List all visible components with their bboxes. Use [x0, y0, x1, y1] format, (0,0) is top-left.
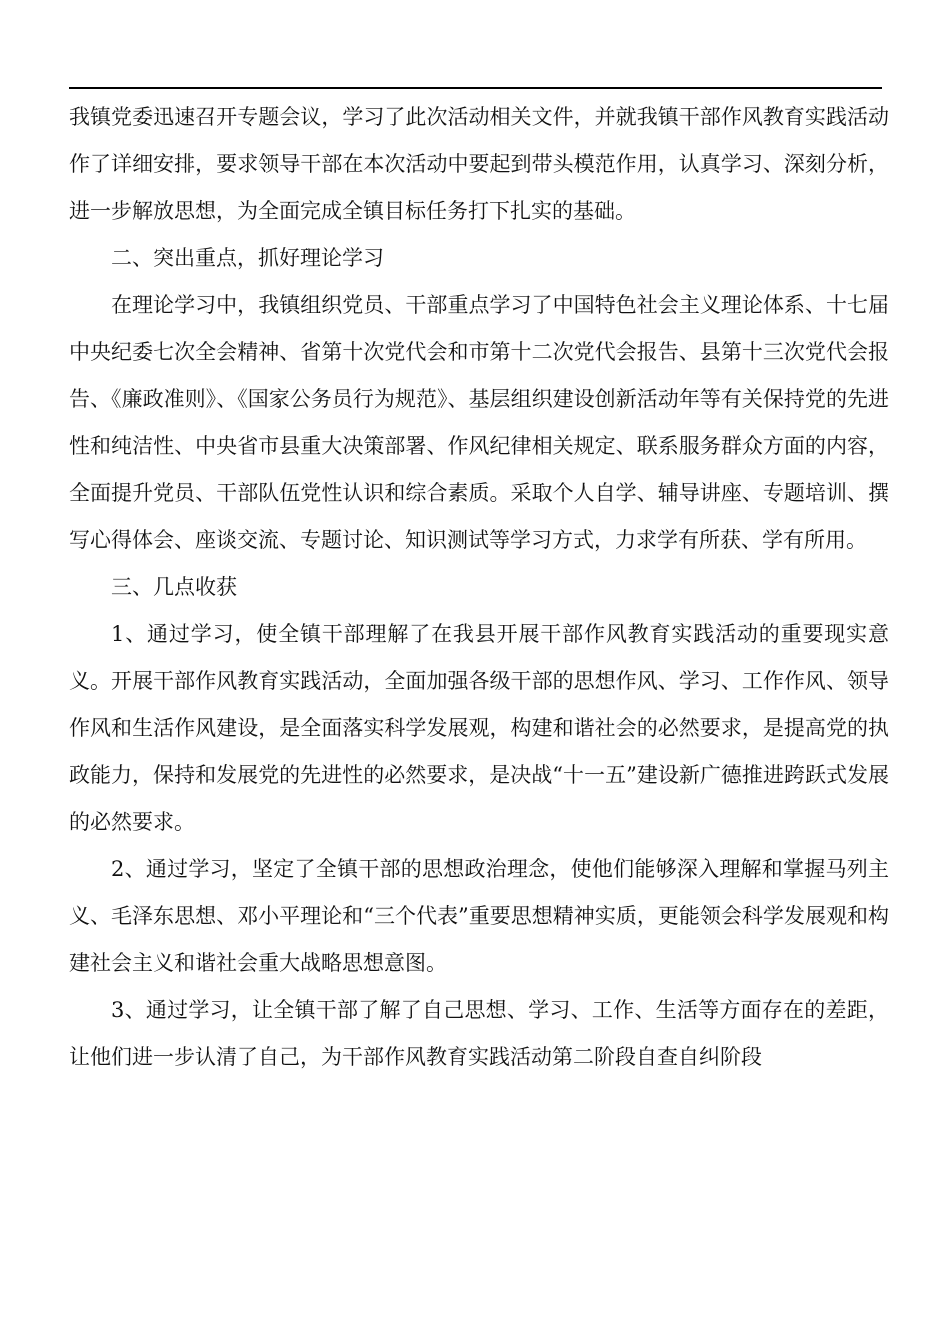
body-paragraph: 3、通过学习，让全镇干部了解了自己思想、学习、工作、生活等方面存在的差距，让他们进一步认清了自己，为干部作风教育实践活动第二阶段自查自纠阶段 — [69, 998, 889, 1069]
document-body — [69, 94, 889, 1081]
body-paragraph: 2、通过学习，坚定了全镇干部的思想政治理念，使他们能够深入理解和掌握马列主义、毛泽东思想、邓小平理论和“三个代表”重要思想精神实质，更能领会科学发展观和构建社会主义和谐社会重大战略思想意图。 — [69, 857, 889, 975]
section-heading: 三、几点收获 — [111, 575, 237, 599]
body-paragraph: 1、通过学习，使全镇干部理解了在我县开展干部作风教育实践活动的重要现实意义。开展干部作风教育实践活动，全面加强各级干部的思想作风、学习、工作作风、领导作风和生活作风建设，是全面落实科学发展观，构建和谐社会的必然要求，是提高党的执政能力，保持和发展党的先进性的必然要求，是决战“十一五”建设新广德推进跨跃式发展的必然要求。 — [69, 622, 889, 834]
body-paragraph: 我镇党委迅速召开专题会议，学习了此次活动相关文件，并就我镇干部作风教育实践活动作了详细安排，要求领导干部在本次活动中要起到带头模范作用，认真学习、深刻分析，进一步解放思想，为全面完成全镇目标任务打下扎实的基础。 — [69, 105, 889, 223]
section-heading: 二、突出重点，抓好理论学习 — [111, 246, 384, 270]
header-rule — [69, 87, 882, 89]
body-paragraph: 在理论学习中，我镇组织党员、干部重点学习了中国特色社会主义理论体系、十七届中央纪委七次全会精神、省第十次党代会和市第十二次党代会报告、县第十三次党代会报告、《廉政准则》、《国家公务员行为规范》、基层组织建设创新活动年等有关保持党的先进性和纯洁性、中央省市县重大决策部署、作风纪律相关规定、联系服务群众方面的内容，全面提升党员、干部队伍党性认识和综合素质。采取个人自学、辅导讲座、专题培训、撰写心得体会、座谈交流、专题讨论、知识测试等学习方式，力求学有所获、学有所用。 — [69, 293, 889, 552]
